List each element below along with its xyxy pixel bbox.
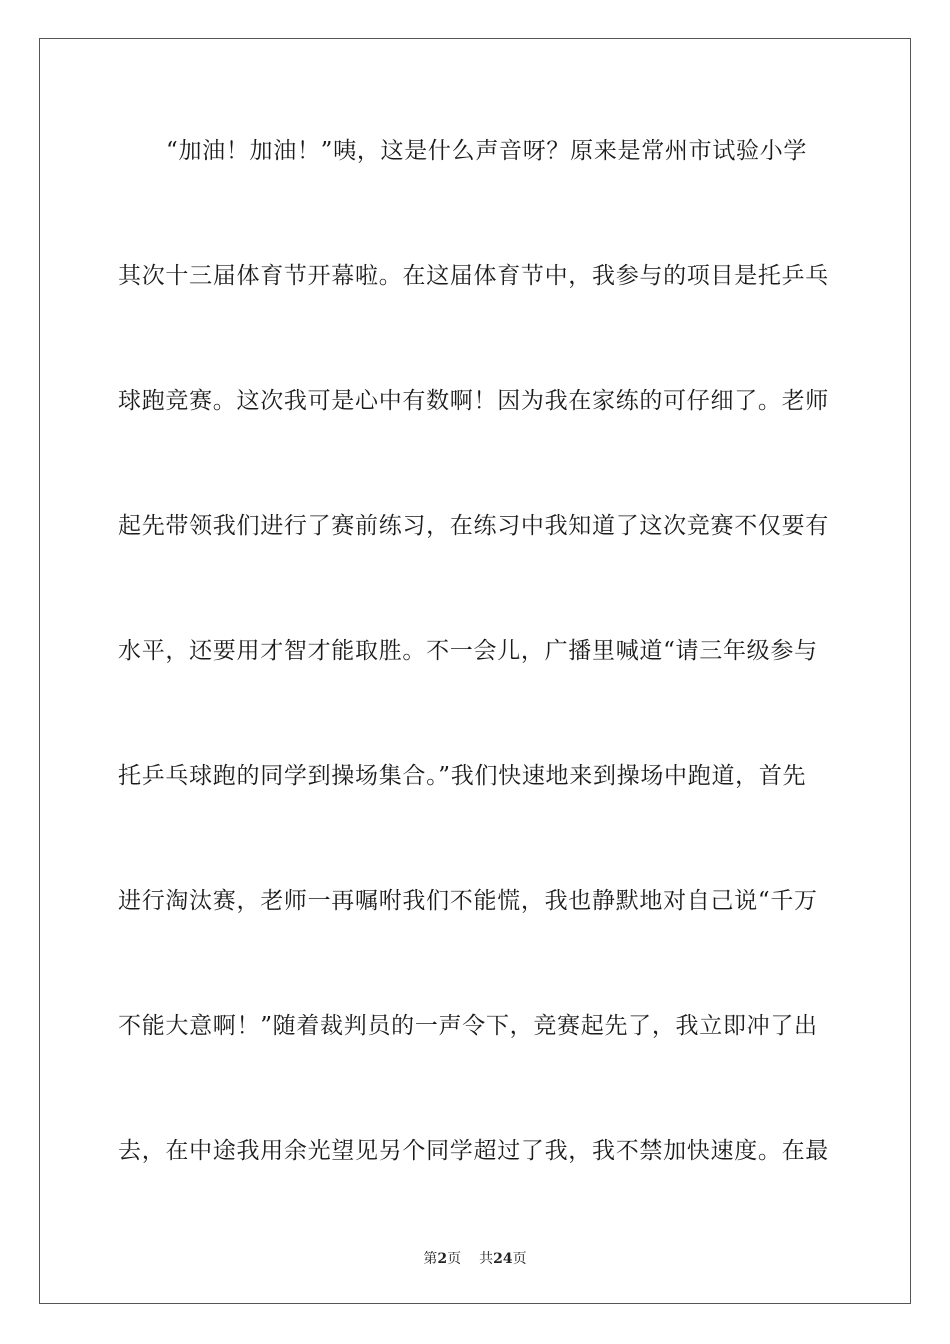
text-line: 托乒乓球跑的同学到操场集合。”我们快速地来到操场中跑道，首先 xyxy=(118,763,807,789)
text-line: 去，在中途我用余光望见另个同学超过了我，我不禁加快速度。在最 xyxy=(118,1138,829,1164)
body-text xyxy=(118,126,838,1251)
total-suffix: 页 xyxy=(512,1251,527,1267)
text-line: 不能大意啊！”随着裁判员的一声令下，竞赛起先了，我立即冲了出 xyxy=(118,1013,818,1039)
page-suffix: 页 xyxy=(447,1251,462,1267)
text-line: 水平，还要用才智才能取胜。不一会儿，广播里喊道“请三年级参与 xyxy=(118,638,818,664)
text-line: “加油！加油！”咦，这是什么声音呀？原来是常州市试验小学 xyxy=(166,138,808,164)
text-line: 起先带领我们进行了赛前练习，在练习中我知道了这次竞赛不仅要有 xyxy=(118,513,829,539)
page-number: 2 xyxy=(437,1251,448,1267)
total-prefix: 共 xyxy=(479,1251,494,1267)
page-footer xyxy=(0,1248,950,1268)
total-pages: 24 xyxy=(493,1251,513,1267)
text-line: 进行淘汰赛，老师一再嘱咐我们不能慌，我也静默地对自己说“千万 xyxy=(118,888,818,914)
text-line: 其次十三届体育节开幕啦。在这届体育节中，我参与的项目是托乒乓 xyxy=(118,263,829,289)
page-prefix: 第 xyxy=(423,1251,438,1267)
text-line: 球跑竞赛。这次我可是心中有数啊！因为我在家练的可仔细了。老师 xyxy=(118,388,829,414)
